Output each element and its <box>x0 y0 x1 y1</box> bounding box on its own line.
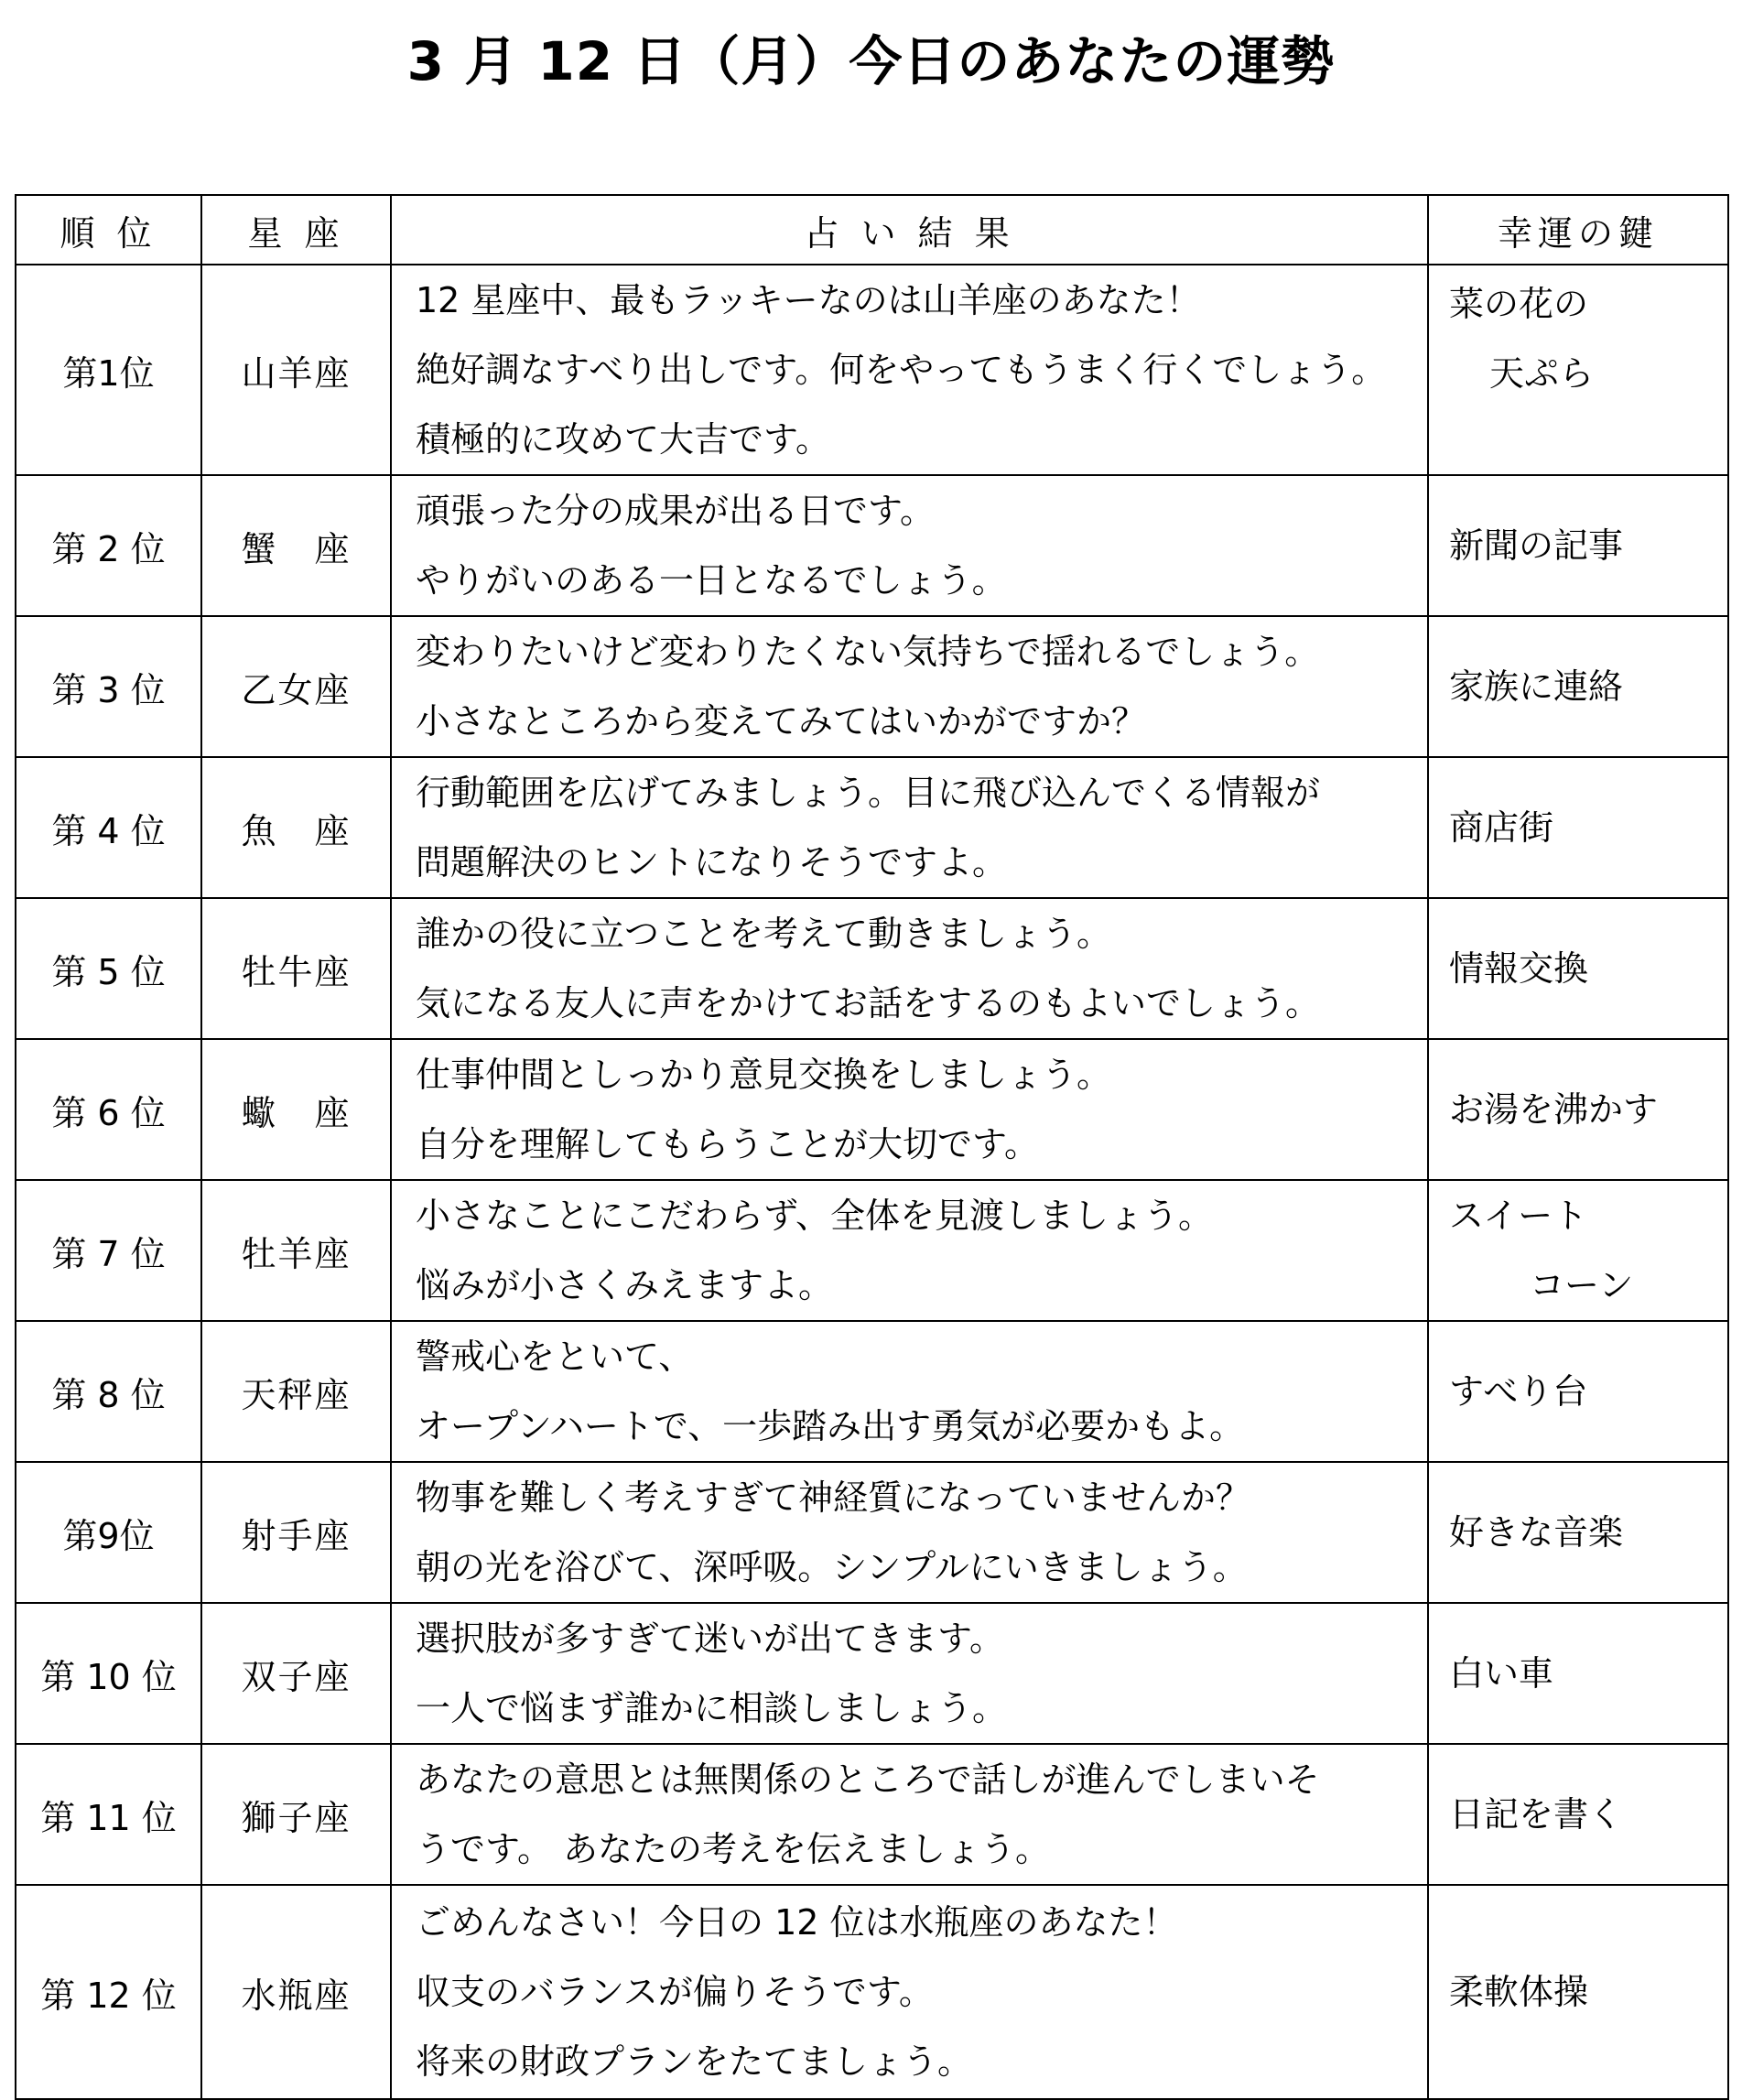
lucky-key-line: 家族に連絡 <box>1449 666 1624 707</box>
result-line: 将来の財政プランをたてましょう。 <box>416 2041 973 2082</box>
lucky-key-cell <box>1428 757 1728 898</box>
sign-cell: 蟹 座 <box>201 475 391 616</box>
lucky-key-line: 柔軟体操 <box>1449 1972 1589 2012</box>
lucky-key-cell <box>1428 1462 1728 1603</box>
sign-cell: 魚 座 <box>201 757 391 898</box>
result-line: 絶好調なすべり出しです。何をやってもうまく行くでしょう。 <box>416 350 1387 390</box>
lucky-key-line: 白い車 <box>1449 1653 1554 1694</box>
page-title: 3 月 12 日（月）今日のあなたの運勢 <box>406 30 1336 92</box>
result-line: 朝の光を浴びて、深呼吸。シンプルにいきましょう。 <box>416 1547 1248 1587</box>
lucky-key-cell <box>1428 1885 1728 2099</box>
rank-cell: 第 12 位 <box>16 1885 201 2099</box>
sign-cell: 水瓶座 <box>201 1885 391 2099</box>
table-row <box>16 265 1728 475</box>
lucky-key-cell <box>1428 1180 1728 1321</box>
rank-cell: 第 8 位 <box>16 1321 201 1462</box>
table-row <box>16 1039 1728 1180</box>
result-cell <box>391 265 1428 475</box>
result-line: あなたの意思とは無関係のところで話しが進んでしまいそ <box>416 1759 1320 1800</box>
sign-cell: 蠍 座 <box>201 1039 391 1180</box>
result-line: 行動範囲を広げてみましょう。目に飛び込んでくる情報が <box>416 773 1321 813</box>
result-line: うです。 あなたの考えを伝えましょう。 <box>416 1829 1051 1869</box>
header-rank: 順 位 <box>16 195 201 265</box>
table-row <box>16 475 1728 616</box>
result-line: オープンハートで、一歩踏み出す勇気が必要かもよ。 <box>416 1406 1245 1446</box>
result-line: 積極的に攻めて大吉です。 <box>416 419 830 460</box>
result-cell <box>391 1885 1428 2099</box>
lucky-key-line: 天ぷら <box>1489 353 1595 394</box>
result-line: 変わりたいけど変わりたくない気持ちで揺れるでしょう。 <box>416 632 1320 672</box>
result-cell <box>391 616 1428 757</box>
lucky-key-line: コーン <box>1530 1265 1634 1305</box>
table-row <box>16 898 1728 1039</box>
lucky-key-cell <box>1428 898 1728 1039</box>
sign-cell: 射手座 <box>201 1462 391 1603</box>
table-row <box>16 1321 1728 1462</box>
result-line: 小さなところから変えてみてはいかがですか？ <box>416 701 1147 741</box>
result-line: 選択肢が多すぎて迷いが出てきます。 <box>416 1618 1004 1659</box>
result-cell <box>391 1039 1428 1180</box>
lucky-key-line: 好きな音楽 <box>1449 1512 1624 1553</box>
table-row <box>16 616 1728 757</box>
lucky-key-cell <box>1428 475 1728 616</box>
lucky-key-cell <box>1428 616 1728 757</box>
lucky-key-cell <box>1428 1603 1728 1744</box>
lucky-key-line: スイート <box>1449 1196 1588 1236</box>
rank-cell: 第 6 位 <box>16 1039 201 1180</box>
table-header-row <box>16 195 1728 265</box>
rank-cell: 第 4 位 <box>16 757 201 898</box>
lucky-key-cell <box>1428 265 1728 475</box>
header-result: 占 い 結 果 <box>391 195 1428 265</box>
lucky-key-line: 新聞の記事 <box>1449 525 1624 566</box>
result-line: 悩みが小さくみえますよ。 <box>416 1265 834 1305</box>
result-cell <box>391 1603 1428 1744</box>
rank-cell: 第 5 位 <box>16 898 201 1039</box>
table-row <box>16 1603 1728 1744</box>
result-line: 小さなことにこだわらず、全体を見渡しましょう。 <box>416 1196 1213 1236</box>
lucky-key-line: 情報交換 <box>1449 948 1589 989</box>
rank-cell: 第 3 位 <box>16 616 201 757</box>
lucky-key-line: 菜の花の <box>1449 284 1589 324</box>
header-lucky-key: 幸運の鍵 <box>1428 195 1728 265</box>
lucky-key-line: 日記を書く <box>1449 1794 1624 1835</box>
result-line: 気になる友人に声をかけてお話をするのもよいでしょう。 <box>416 983 1321 1023</box>
result-cell <box>391 1744 1428 1885</box>
rank-cell: 第 11 位 <box>16 1744 201 1885</box>
lucky-key-cell <box>1428 1039 1728 1180</box>
lucky-key-line: お湯を沸かす <box>1449 1089 1659 1130</box>
table-row <box>16 1744 1728 1885</box>
lucky-key-cell <box>1428 1321 1728 1462</box>
result-line: 一人で悩まず誰かに相談しましょう。 <box>416 1688 1008 1728</box>
table-row <box>16 1180 1728 1321</box>
result-cell <box>391 1180 1428 1321</box>
sign-cell: 獅子座 <box>201 1744 391 1885</box>
fortune-table <box>15 194 1729 2100</box>
result-line: 仕事仲間としっかり意見交換をしましょう。 <box>416 1055 1112 1095</box>
result-line: やりがいのある一日となるでしょう。 <box>416 560 1007 601</box>
rank-cell: 第 7 位 <box>16 1180 201 1321</box>
sign-cell: 牡牛座 <box>201 898 391 1039</box>
result-line: 誰かの役に立つことを考えて動きましょう。 <box>416 914 1112 954</box>
lucky-key-line: 商店街 <box>1449 807 1554 848</box>
result-line: 頑張った分の成果が出る日です。 <box>416 491 935 531</box>
rank-cell: 第 2 位 <box>16 475 201 616</box>
header-sign: 星 座 <box>201 195 391 265</box>
lucky-key-line: すべり台 <box>1449 1371 1588 1412</box>
lucky-key-cell <box>1428 1744 1728 1885</box>
result-cell <box>391 475 1428 616</box>
result-line: ごめんなさい！今日の 12 位は水瓶座のあなた！ <box>416 1902 1178 1943</box>
rank-cell: 第9位 <box>16 1462 201 1603</box>
result-line: 問題解決のヒントになりそうですよ。 <box>416 842 1008 882</box>
sign-cell: 山羊座 <box>201 265 391 475</box>
result-line: 物事を難しく考えすぎて神経質になっていませんか？ <box>416 1478 1251 1518</box>
sign-cell: 牡羊座 <box>201 1180 391 1321</box>
sign-cell: 天秤座 <box>201 1321 391 1462</box>
sign-cell: 乙女座 <box>201 616 391 757</box>
result-line: 警戒心をといて、 <box>416 1337 694 1377</box>
table-row <box>16 757 1728 898</box>
result-line: 収支のバランスが偏りそうです。 <box>416 1972 934 2012</box>
result-line: 自分を理解してもらうことが大切です。 <box>416 1124 1039 1164</box>
sign-cell: 双子座 <box>201 1603 391 1744</box>
result-cell <box>391 1462 1428 1603</box>
rank-cell: 第1位 <box>16 265 201 475</box>
rank-cell: 第 10 位 <box>16 1603 201 1744</box>
result-cell <box>391 898 1428 1039</box>
result-cell <box>391 757 1428 898</box>
table-row <box>16 1462 1728 1603</box>
table-row <box>16 1885 1728 2099</box>
result-line: 12 星座中、最もラッキーなのは山羊座のあなた！ <box>416 280 1201 320</box>
result-cell <box>391 1321 1428 1462</box>
